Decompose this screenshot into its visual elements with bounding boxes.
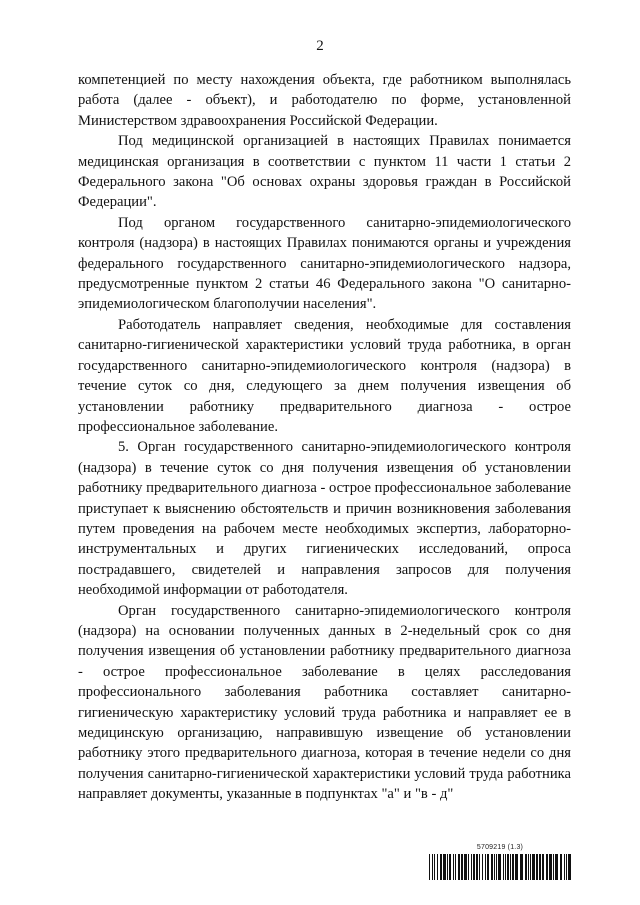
barcode-bar <box>564 854 565 880</box>
barcode-bar <box>432 854 433 880</box>
document-body <box>78 70 571 805</box>
barcode-bar <box>479 854 480 880</box>
barcode-bar <box>507 854 509 880</box>
barcode-bar <box>546 854 548 880</box>
barcode-bar <box>443 854 446 880</box>
barcode-bar <box>476 854 478 880</box>
barcode-graphic <box>428 854 572 880</box>
barcode-bar <box>491 854 493 880</box>
barcode-bar <box>566 854 567 880</box>
barcode-bar <box>471 854 472 880</box>
paragraph-medical-organization: Под медицинской организацией в настоящих Правилах понимается медицинская организация в соответствии с пунктом 11 части 1 статьи 2 Федерального закона "Об основах охраны здоровья граждан в Российской Федерации". <box>78 133 571 211</box>
barcode-bar <box>505 854 506 880</box>
barcode-bar <box>560 854 562 880</box>
barcode-id-text: 5709219 (1.3) <box>476 844 524 851</box>
barcode-bar <box>528 854 529 880</box>
barcode-bar <box>549 854 552 880</box>
barcode-bar <box>539 854 541 880</box>
barcode-bar <box>464 854 467 880</box>
barcode-bar <box>458 854 460 880</box>
barcode-bar <box>542 854 544 880</box>
barcode-bar <box>468 854 469 880</box>
barcode-bar <box>429 854 430 880</box>
barcode-bar <box>512 854 514 880</box>
barcode-bar <box>447 854 448 880</box>
paragraph-supervision-authority: Под органом государственного санитарно-эпидемиологического контроля (надзора) в настоящих Правилах понимаются органы и учреждения федерального государственного санитарно-эпидемиологического надзора, предусмотренные пунктом 2 статьи 46 Федерального закона "О санитарно-эпидемиологическом благополучии населения". <box>78 214 571 313</box>
barcode-bar <box>473 854 475 880</box>
barcode-bar <box>455 854 456 880</box>
barcode-bar <box>482 854 483 880</box>
barcode-bar <box>503 854 504 880</box>
barcode-bar <box>536 854 538 880</box>
barcode-bar <box>494 854 495 880</box>
barcode-bar <box>496 854 497 880</box>
paragraph-item-5: 5. Орган государственного санитарно-эпидемиологического контроля (надзора) в течение суток со дня получения извещения об установлении работнику предварительного диагноза - острое профессиональное заболевание приступает к выяснению обстоятельств и причин возникновения заболевания путем проведения на рабочем месте необходимых экспертиз, лабораторно-инструментальных и других гигиенических исследований, опроса пострадавшего, свидетелей и направления запросов для получения необходимой информации от работодателя. <box>78 439 571 599</box>
barcode-bar <box>568 854 571 880</box>
barcode-bar <box>453 854 454 880</box>
barcode-bar <box>555 854 558 880</box>
barcode-bar <box>530 854 531 880</box>
barcode-bar <box>515 854 518 880</box>
barcode-bar <box>449 854 451 880</box>
barcode-bar <box>553 854 554 880</box>
paragraph-sanitary-characteristic: Орган государственного санитарно-эпидемиологического контроля (надзора) на основании полученных данных в 2-недельный срок со дня получения извещения об установлении работнику предварительного диагноза - острое профессиональное заболевание в целях расследования профессионального заболевания работника составляет санитарно-гигиеническую характеристику условий труда работника и направляет ее в медицинскую организацию, направившую извещение об установлении работнику этого предварительного диагноза, которая в течение недели со дня получения санитарно-гигиенической характеристики условий труда работника направляет документы, указанные в подпунктах "а" и "в - д" <box>78 602 571 803</box>
barcode-bar <box>437 854 438 880</box>
barcode-bar <box>498 854 501 880</box>
barcode-bar <box>525 854 527 880</box>
paragraph-employer-duties: Работодатель направляет сведения, необходимые для составления санитарно-гигиенической характеристики условий труда работника, в орган государственного санитарно-эпидемиологического контроля (надзора) в течение суток со дня, следующего за днем получения извещения об установлении работнику предварительного диагноза - острое профессиональное заболевание. <box>78 316 571 435</box>
barcode-bar <box>485 854 486 880</box>
paragraph-continuation: компетенцией по месту нахождения объекта, где работником выполнялась работа (далее - объект), и работодателю по форме, установленной Министерством здравоохранения Российской Федерации. <box>78 72 571 129</box>
barcode-bar <box>532 854 535 880</box>
page-number: 2 <box>316 38 324 54</box>
barcode-bar <box>520 854 523 880</box>
barcode-bar <box>461 854 463 880</box>
barcode-bar <box>440 854 442 880</box>
document-barcode <box>428 844 572 884</box>
barcode-bar <box>510 854 511 880</box>
barcode-bar <box>434 854 435 880</box>
barcode-bar <box>487 854 489 880</box>
